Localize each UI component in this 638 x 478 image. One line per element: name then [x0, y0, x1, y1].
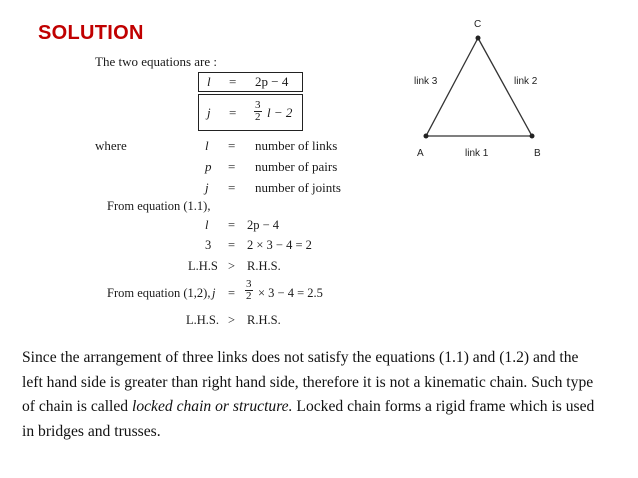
link-1-label: link 1: [465, 148, 489, 159]
explanation-paragraph: [22, 346, 620, 444]
def-symbol: p: [205, 159, 212, 174]
paragraph-text: Locked chain forms a rigid frame which is used: [292, 398, 595, 415]
def-op: =: [228, 138, 236, 153]
compare2-rhs: R.H.S.: [247, 313, 281, 327]
eq1-op: =: [229, 74, 237, 89]
def-text: number of links: [255, 138, 338, 153]
link-2-label: link 2: [514, 76, 538, 87]
joint-b: [530, 134, 535, 139]
compare-rhs: R.H.S.: [247, 259, 281, 273]
eq2-denominator: 2: [255, 111, 261, 123]
paragraph-text: of chain is called: [22, 398, 132, 415]
link-2-line: [478, 38, 532, 136]
vertex-label-b: B: [534, 148, 541, 159]
def-symbol: l: [205, 138, 209, 153]
def-text: number of pairs: [255, 159, 338, 174]
from-equation-2-label: From equation (1,2),: [107, 286, 211, 300]
def-symbol: j: [205, 180, 209, 195]
paragraph-line: Since the arrangement of three links does not satisfy the equations (1.1) and (1.2) and the: [22, 349, 579, 366]
calc2-numerator: 3: [246, 278, 252, 290]
compare2-lhs: L.H.S.: [186, 313, 219, 327]
equation-1-box: [198, 72, 303, 92]
joint-a: [424, 134, 429, 139]
calc2-rhs: × 3 − 4 = 2.5: [258, 286, 323, 300]
solution-heading: SOLUTION: [38, 22, 144, 44]
def-text: number of joints: [255, 180, 341, 195]
compare-op: >: [228, 259, 236, 273]
joint-c: [476, 36, 481, 41]
calc-rhs: 2 × 3 − 4 = 2: [247, 238, 312, 252]
calc-op: =: [228, 218, 236, 232]
calc2-op: =: [228, 286, 236, 300]
eq1-rhs: 2p − 4: [255, 74, 289, 89]
def-op: =: [228, 159, 236, 174]
equation-2-box: [198, 94, 303, 131]
link-3-line: [426, 38, 478, 136]
eq2-op: =: [229, 105, 237, 120]
def-op: =: [228, 180, 236, 195]
eq2-fraction: [254, 100, 262, 123]
compare2-op: >: [228, 313, 236, 327]
calc-lhs: l: [205, 218, 209, 232]
where-label: where: [95, 138, 127, 153]
eq2-rhs: l − 2: [267, 105, 293, 120]
paragraph-line: [22, 395, 620, 420]
link-3-label: link 3: [414, 76, 438, 87]
calc-lhs: 3: [205, 238, 212, 252]
from-equation-1-label: From equation (1.1),: [107, 199, 211, 213]
calc2-denominator: 2: [246, 290, 252, 302]
calc2-lhs: j: [212, 286, 216, 300]
calc-rhs: 2p − 4: [247, 218, 280, 232]
vertex-label-c: C: [474, 19, 482, 30]
eq2-numerator: 3: [255, 99, 261, 111]
calc-op: =: [228, 238, 236, 252]
paragraph-line: in bridges and trusses.: [22, 422, 161, 440]
three-link-triangle-diagram: [400, 10, 580, 170]
eq1-lhs: l: [207, 74, 211, 89]
eq2-lhs: j: [207, 105, 211, 120]
paragraph-line: left hand side is greater than right hand side, therefore it is not a kinematic chain. Such type: [22, 373, 594, 391]
compare-lhs: L.H.S: [188, 259, 218, 273]
vertex-label-a: A: [417, 148, 424, 159]
intro-text: The two equations are :: [95, 54, 218, 69]
calc2-fraction: [245, 279, 253, 302]
emphasized-term: locked chain or structure.: [131, 398, 293, 415]
